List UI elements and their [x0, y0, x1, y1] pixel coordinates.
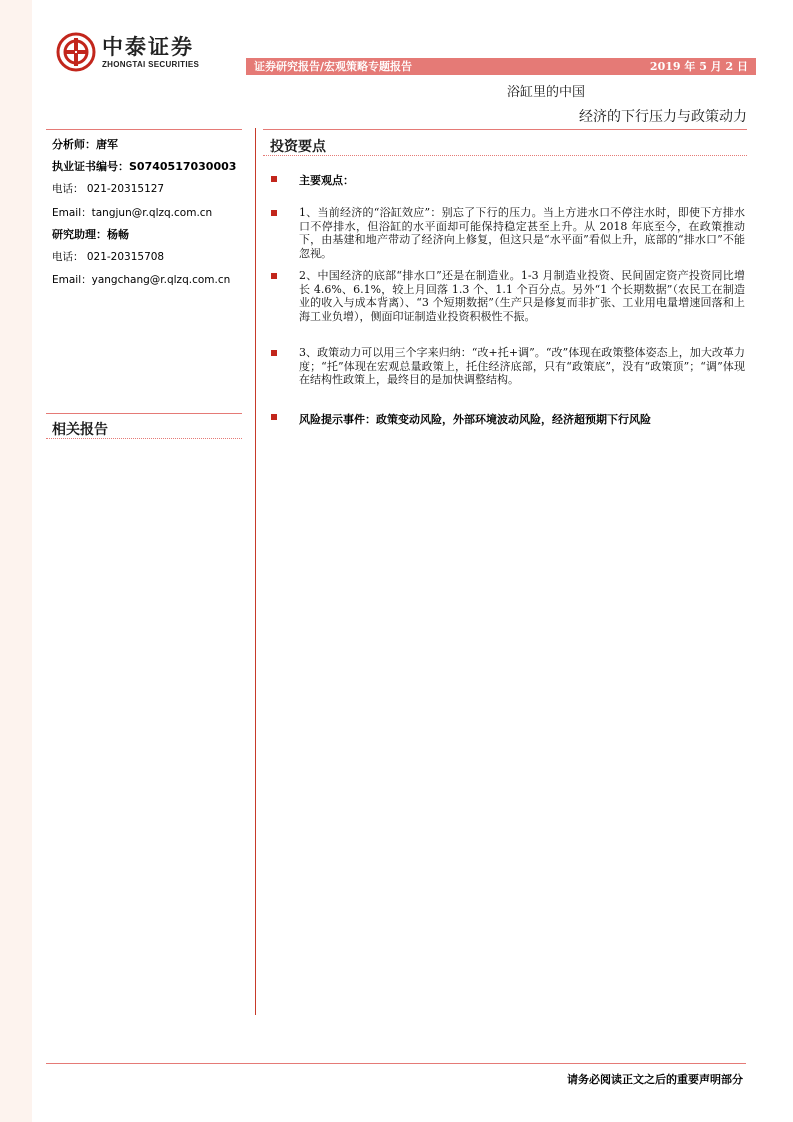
report-title: 浴缸里的中国: [506, 85, 585, 100]
analyst-name: 唐军: [96, 138, 118, 151]
zhongtai-logo-icon: [56, 32, 96, 72]
related-top-rule: [46, 413, 242, 414]
point-paragraph-3: 3、政策动力可以用三个字来归纳：“改+托+调”。“改”体现在政策整体姿态上，加大改革力度；“托”体现在宏观总量政策上，托住经济底部，只有“政策底”，没有“政策顶”；“调”体现在结构性政策上，最终目的是加快调整结构。: [299, 346, 745, 386]
assistant-name: 杨畅: [107, 228, 129, 241]
report-subtitle: 经济的下行压力与政策动力: [579, 109, 747, 125]
brand-name-en: ZHONGTAI SECURITIES: [102, 59, 200, 69]
footer-rule: [46, 1063, 746, 1064]
sidebar-top-rule: [46, 129, 242, 130]
footer-disclaimer: 请务必阅读正文之后的重要声明部分: [567, 1073, 743, 1086]
assistant-label: 研究助理：: [52, 228, 107, 241]
point-paragraph-2: 2、中国经济的底部“排水口”还是在制造业。1-3 月制造业投资、民间固定资产投资同比增长 4.6%、6.1%，较上月回落 1.3 个、1.1 个百分点。另外“1 个长期数据”（农民工在制造业的收入与成本背离）、“3 个短期数据”（生产只是修复而非扩张、工业用电量增速回落和上海工业负增），侧面印证制造业投资积极性不振。: [299, 269, 745, 323]
header-bar: [246, 58, 756, 75]
assistant-phone: 电话： 021-20315708: [52, 251, 165, 263]
column-divider: [255, 128, 256, 1015]
main-point-label: 主要观点：: [299, 174, 354, 187]
license-label: 执业证书编号：: [52, 160, 129, 173]
point-paragraph-1: 1、当前经济的“浴缸效应”：别忘了下行的压力。当上方进水口不停注水时，即使下方排水口不停排水，但浴缸的水平面却可能保持稳定甚至上升。从 2018 年底至今，在政策推动下，由基建和地产带动了经济向上修复，但这只是“水平面”看似上升，底部的“排水口”不能忽视。: [299, 206, 745, 260]
main-dotted-rule: [263, 155, 747, 156]
analyst-label: 分析师：: [52, 138, 96, 151]
analyst-phone: 电话： 021-20315127: [52, 183, 165, 195]
report-date: 2019 年 5 月 2 日: [649, 60, 748, 73]
analyst-row: [52, 136, 118, 152]
bullet-square-icon: [271, 273, 277, 279]
license-number: S0740517030003: [129, 160, 237, 173]
bullet-square-icon: [271, 176, 277, 182]
related-dotted-rule: [46, 438, 242, 439]
investment-highlights-heading: 投资要点: [270, 139, 326, 155]
brand-name-cn: 中泰证券: [102, 33, 194, 59]
assistant-row: [52, 226, 129, 242]
analyst-email[interactable]: Email：tangjun@r.qlzq.com.cn: [52, 207, 213, 219]
assistant-email[interactable]: Email：yangchang@r.qlzq.com.cn: [52, 274, 231, 286]
bullet-square-icon: [271, 350, 277, 356]
related-reports-heading: 相关报告: [52, 422, 108, 438]
report-category: 证券研究报告/宏观策略专题报告: [254, 60, 413, 73]
brand-logo: [56, 32, 199, 72]
bullet-square-icon: [271, 210, 277, 216]
license-row: [52, 158, 236, 174]
main-top-rule: [263, 129, 747, 130]
risk-warning: 风险提示事件：政策变动风险，外部环境波动风险，经济超预期下行风险: [299, 413, 651, 426]
left-margin-stripe: [0, 0, 32, 1122]
bullet-square-icon: [271, 414, 277, 420]
